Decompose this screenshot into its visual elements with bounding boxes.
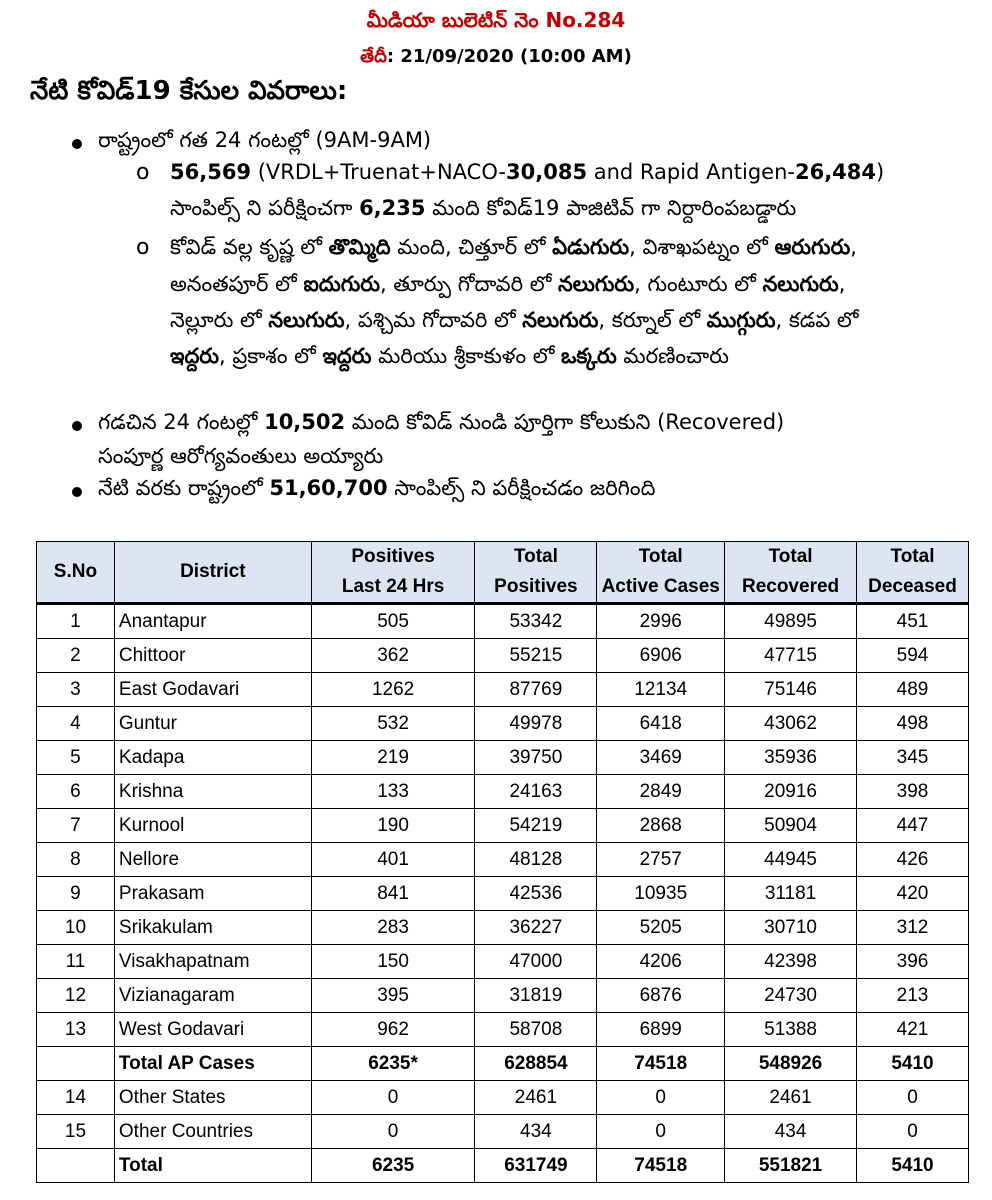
cell-active: 2868 — [597, 809, 725, 843]
text: అనంతపూర్ లో — [170, 272, 304, 296]
cell-recovered: 434 — [725, 1115, 857, 1149]
cell-pos24: 401 — [311, 843, 475, 877]
cell-recovered: 31181 — [725, 877, 857, 911]
cell-total: 47000 — [475, 945, 597, 979]
sub-bullet-o: o — [136, 235, 150, 260]
sub-bullet-o: o — [136, 160, 150, 185]
text: గడచిన 24 గంటల్లో — [98, 410, 265, 434]
cell-total: 36227 — [475, 911, 597, 945]
count: నలుగురు — [558, 272, 635, 296]
table-row — [37, 741, 969, 775]
cell-sno: 10 — [37, 911, 115, 945]
table-row — [37, 911, 969, 945]
cell-pos24: 532 — [311, 707, 475, 741]
text: , — [838, 272, 846, 296]
cell-deceased: 426 — [857, 843, 969, 877]
cell-sno: 4 — [37, 707, 115, 741]
cell-recovered: 44945 — [725, 843, 857, 877]
cell-pos24: 150 — [311, 945, 475, 979]
table-row — [37, 1115, 969, 1149]
cell-sno: 15 — [37, 1115, 115, 1149]
cell-deceased: 594 — [857, 639, 969, 673]
text: మంది కోవిడ్ నుండి పూర్తిగా కోలుకుని (Recovered) — [345, 410, 785, 434]
cell-sno: 7 — [37, 809, 115, 843]
cell-deceased: 451 — [857, 604, 969, 639]
cell-deceased: 345 — [857, 741, 969, 775]
col-header-positives-24h: Positives Last 24 Hrs — [311, 542, 475, 604]
cell-recovered: 47715 — [725, 639, 857, 673]
recovered-line-2: సంపూర్ణ ఆరోగ్యవంతులు అయ్యారు — [98, 444, 384, 468]
cell-district: Vizianagaram — [114, 979, 311, 1013]
cell-pos24: 1262 — [311, 673, 475, 707]
text: , పశ్చిమ గోదావరి లో — [344, 308, 523, 332]
text: , ప్రకాశం లో — [219, 344, 323, 368]
cell-active: 6906 — [597, 639, 725, 673]
cell-active: 6899 — [597, 1013, 725, 1047]
date-label: తేదీ — [360, 46, 387, 67]
text: మరియు శ్రీకాకుళం లో — [371, 344, 562, 368]
tests-count: 51,60,700 — [269, 476, 388, 500]
cell-pos24: 6235 — [311, 1149, 475, 1183]
text: సాంపిల్స్ ని పరీక్షించడం జరిగింది — [387, 476, 656, 500]
positives-line — [170, 196, 796, 226]
cell-active: 74518 — [597, 1047, 725, 1081]
text: , కర్నూల్ లో — [598, 308, 707, 332]
cell-total: 87769 — [475, 673, 597, 707]
cell-pos24: 0 — [311, 1115, 475, 1149]
cell-total: 42536 — [475, 877, 597, 911]
cell-deceased: 312 — [857, 911, 969, 945]
cell-deceased: 421 — [857, 1013, 969, 1047]
cell-pos24: 219 — [311, 741, 475, 775]
cell-pos24: 362 — [311, 639, 475, 673]
cell-sno: 13 — [37, 1013, 115, 1047]
count: ఏడుగురు — [552, 235, 630, 259]
cell-sno: 5 — [37, 741, 115, 775]
cell-active: 0 — [597, 1115, 725, 1149]
bullet-dot — [72, 139, 82, 149]
cell-district: Prakasam — [114, 877, 311, 911]
cell-district: Kadapa — [114, 741, 311, 775]
cell-total: 54219 — [475, 809, 597, 843]
col-header-active: Total Active Cases — [597, 542, 725, 604]
cell-pos24: 962 — [311, 1013, 475, 1047]
recovered-line — [98, 410, 784, 440]
tests-line — [98, 476, 655, 506]
table-row — [37, 707, 969, 741]
text: , గుంటూరు లో — [634, 272, 763, 296]
cell-recovered: 75146 — [725, 673, 857, 707]
count: ముగ్గురు — [706, 308, 776, 332]
table-row — [37, 945, 969, 979]
cell-sno: 9 — [37, 877, 115, 911]
cell-sno — [37, 1047, 115, 1081]
cell-pos24: 133 — [311, 775, 475, 809]
cell-sno: 14 — [37, 1081, 115, 1115]
cell-sno — [37, 1149, 115, 1183]
cell-district: Krishna — [114, 775, 311, 809]
text: , తూర్పు గోదావరి లో — [380, 272, 558, 296]
count: నలుగురు — [522, 308, 599, 332]
cell-deceased: 0 — [857, 1115, 969, 1149]
cell-active: 6418 — [597, 707, 725, 741]
deaths-line-3 — [170, 308, 859, 338]
cell-pos24: 841 — [311, 877, 475, 911]
cell-district: Total — [114, 1149, 311, 1183]
cell-active: 6876 — [597, 979, 725, 1013]
cell-deceased: 498 — [857, 707, 969, 741]
col-header-total-positives: Total Positives — [475, 542, 597, 604]
cell-pos24: 505 — [311, 604, 475, 639]
table-row — [37, 877, 969, 911]
count: నలుగురు — [762, 272, 839, 296]
table-row — [37, 979, 969, 1013]
table-row — [37, 775, 969, 809]
cell-total: 628854 — [475, 1047, 597, 1081]
col-header-district: District — [114, 542, 311, 604]
cell-district: West Godavari — [114, 1013, 311, 1047]
cell-pos24: 395 — [311, 979, 475, 1013]
cell-recovered: 30710 — [725, 911, 857, 945]
positives-text: సాంపిల్స్ ని పరీక్షించగా — [170, 196, 360, 220]
table-row — [37, 1081, 969, 1115]
cell-sno: 8 — [37, 843, 115, 877]
cell-active: 74518 — [597, 1149, 725, 1183]
cell-active: 12134 — [597, 673, 725, 707]
cell-deceased: 398 — [857, 775, 969, 809]
cell-district: East Godavari — [114, 673, 311, 707]
bullet-dot — [72, 487, 82, 497]
cell-sno: 11 — [37, 945, 115, 979]
vrdl-count: 30,085 — [506, 160, 588, 184]
cell-deceased: 489 — [857, 673, 969, 707]
cell-district: Total AP Cases — [114, 1047, 311, 1081]
cell-district: Other States — [114, 1081, 311, 1115]
deaths-line-4 — [170, 344, 729, 374]
cell-recovered: 49895 — [725, 604, 857, 639]
cell-deceased: 396 — [857, 945, 969, 979]
cell-total: 2461 — [475, 1081, 597, 1115]
page-heading: నేటి కోవిడ్19 కేసుల వివరాలు: — [30, 76, 348, 106]
cell-deceased: 5410 — [857, 1149, 969, 1183]
cell-total: 48128 — [475, 843, 597, 877]
cell-total: 31819 — [475, 979, 597, 1013]
samples-text: ) — [876, 160, 885, 184]
table-header-row — [37, 542, 969, 604]
col-header-recovered: Total Recovered — [725, 542, 857, 604]
count: ఇద్దరు — [322, 344, 372, 368]
table-row — [37, 1013, 969, 1047]
cell-active: 3469 — [597, 741, 725, 775]
table-row — [37, 639, 969, 673]
cell-total: 53342 — [475, 604, 597, 639]
count: ఒక్కరు — [561, 344, 617, 368]
cell-active: 2757 — [597, 843, 725, 877]
cell-recovered: 51388 — [725, 1013, 857, 1047]
cell-district: Guntur — [114, 707, 311, 741]
samples-line — [170, 160, 884, 184]
district-cases-table — [36, 541, 969, 1183]
table-row — [37, 673, 969, 707]
cell-total: 434 — [475, 1115, 597, 1149]
cell-district: Anantapur — [114, 604, 311, 639]
samples-count: 56,569 — [170, 160, 252, 184]
bulletin-title: మీడియా బులెటిన్ నెం No.284 — [366, 8, 626, 32]
cell-recovered: 551821 — [725, 1149, 857, 1183]
cell-total: 58708 — [475, 1013, 597, 1047]
col-header-sno: S.No — [37, 542, 115, 604]
cell-active: 2849 — [597, 775, 725, 809]
cell-sno: 12 — [37, 979, 115, 1013]
cell-pos24: 0 — [311, 1081, 475, 1115]
cell-district: Srikakulam — [114, 911, 311, 945]
count: నలుగురు — [268, 308, 345, 332]
cell-active: 2996 — [597, 604, 725, 639]
cell-sno: 6 — [37, 775, 115, 809]
cell-recovered: 24730 — [725, 979, 857, 1013]
cell-sno: 3 — [37, 673, 115, 707]
recovered-count: 10,502 — [264, 410, 346, 434]
positives-text: మంది కోవిడ్19 పాజిటివ్ గా నిర్దారింపబడ్డారు — [425, 196, 797, 220]
cell-active: 5205 — [597, 911, 725, 945]
cell-deceased: 213 — [857, 979, 969, 1013]
cell-district: Visakhapatnam — [114, 945, 311, 979]
cell-district: Nellore — [114, 843, 311, 877]
text: కోవిడ్ వల్ల కృష్ణ లో — [170, 235, 329, 259]
cell-active: 4206 — [597, 945, 725, 979]
bullet-dot — [72, 421, 82, 431]
cell-pos24: 190 — [311, 809, 475, 843]
bullet1-line: రాష్ట్రంలో గత 24 గంటల్లో (9AM-9AM) — [98, 128, 432, 152]
table-row — [37, 843, 969, 877]
cell-total: 49978 — [475, 707, 597, 741]
text: నేటి వరకు రాష్ట్రంలో — [98, 476, 270, 500]
cell-recovered: 50904 — [725, 809, 857, 843]
cell-recovered: 43062 — [725, 707, 857, 741]
positives-count: 6,235 — [359, 196, 426, 220]
count: ఇద్దరు — [170, 344, 220, 368]
cell-recovered: 42398 — [725, 945, 857, 979]
text: నెల్లూరు లో — [170, 308, 269, 332]
cell-recovered: 548926 — [725, 1047, 857, 1081]
cell-deceased: 5410 — [857, 1047, 969, 1081]
cell-active: 10935 — [597, 877, 725, 911]
deaths-line-2 — [170, 272, 845, 302]
cell-recovered: 35936 — [725, 741, 857, 775]
cell-recovered: 2461 — [725, 1081, 857, 1115]
cell-district: Other Countries — [114, 1115, 311, 1149]
cell-total: 55215 — [475, 639, 597, 673]
deaths-line-1 — [170, 235, 857, 265]
text: మంది, చిత్తూర్ లో — [390, 235, 553, 259]
count: ఐదుగురు — [303, 272, 381, 296]
cell-sno: 2 — [37, 639, 115, 673]
count: తొమ్మిది — [328, 235, 391, 259]
cell-deceased: 0 — [857, 1081, 969, 1115]
samples-text: and Rapid Antigen- — [587, 160, 795, 184]
antigen-count: 26,484 — [794, 160, 877, 184]
table-row — [37, 604, 969, 639]
cell-total: 39750 — [475, 741, 597, 775]
samples-text: (VRDL+Truenat+NACO- — [251, 160, 507, 184]
count: ఆరుగురు — [774, 235, 851, 259]
cell-district: Kurnool — [114, 809, 311, 843]
cell-recovered: 20916 — [725, 775, 857, 809]
text: , విశాఖపట్నం లో — [629, 235, 775, 259]
text: మరణించారు — [616, 344, 729, 368]
cell-deceased: 447 — [857, 809, 969, 843]
cell-deceased: 420 — [857, 877, 969, 911]
date-value: : 21/09/2020 (10:00 AM) — [386, 46, 632, 67]
cell-active: 0 — [597, 1081, 725, 1115]
text: , — [850, 235, 857, 259]
table-row — [37, 1047, 969, 1081]
cell-district: Chittoor — [114, 639, 311, 673]
text: , కడప లో — [775, 308, 859, 332]
cell-total: 24163 — [475, 775, 597, 809]
col-header-deceased: Total Deceased — [857, 542, 969, 604]
cell-pos24: 283 — [311, 911, 475, 945]
bulletin-date — [0, 46, 992, 71]
cell-sno: 1 — [37, 604, 115, 639]
table-row — [37, 1149, 969, 1183]
cell-total: 631749 — [475, 1149, 597, 1183]
table-row — [37, 809, 969, 843]
cell-pos24: 6235* — [311, 1047, 475, 1081]
